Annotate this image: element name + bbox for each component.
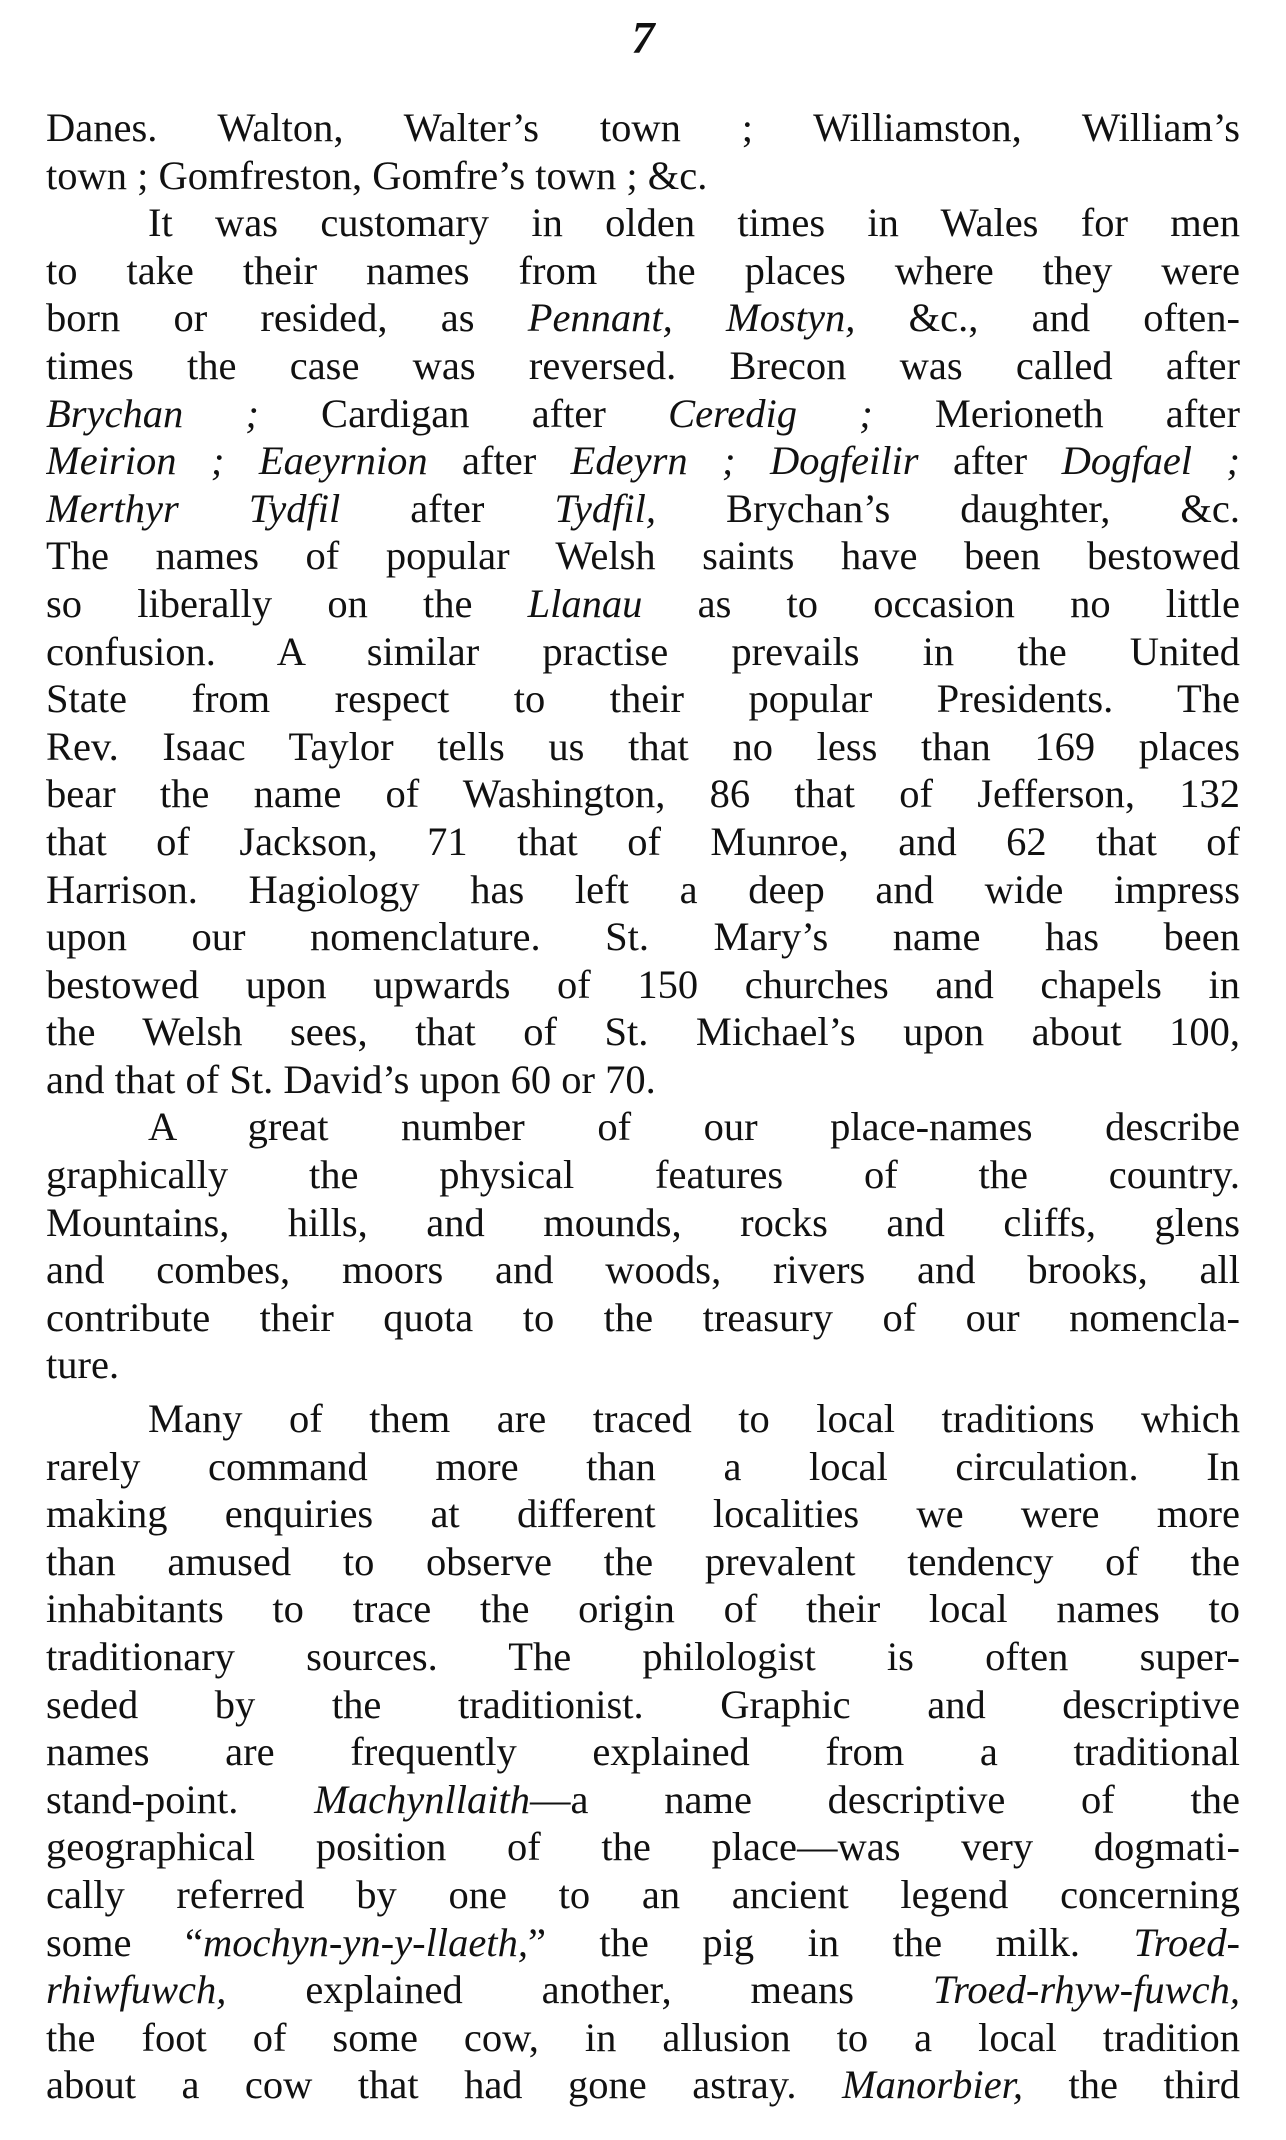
text-segment: stand-point.: [46, 1776, 315, 1822]
text-segment: that of Jackson, 71 that of Munroe, and 62 that of: [46, 818, 1240, 864]
italic-text: Dogfael ;: [1061, 438, 1240, 484]
text-line: [46, 485, 1240, 533]
text-line: [46, 1151, 1240, 1199]
text-segment: about a cow that had gone astray.: [46, 2062, 842, 2108]
italic-text: Llanau: [527, 580, 643, 626]
text-line: [46, 294, 1240, 342]
italic-text: Machynllaith: [314, 1776, 531, 1822]
italic-text: Edeyrn ; Dogfeilir: [570, 438, 919, 484]
text-line: [46, 199, 1240, 247]
text-segment: Merioneth after: [872, 390, 1240, 436]
text-line: [46, 723, 1240, 771]
text-segment: Danes. Walton, Walter’s town ; Williamston, William’s: [46, 105, 1240, 150]
italic-text: rhiwfuwch,: [46, 1967, 227, 2013]
text-line: [46, 866, 1240, 914]
text-segment: A great number of our place-names describe: [148, 1104, 1240, 1150]
italic-text: mochyn-yn-y-llaeth,: [202, 1919, 528, 1965]
text-line: [46, 104, 1240, 152]
text-line: [46, 1341, 1240, 1389]
text-segment: seded by the traditionist. Graphic and descriptive: [46, 1681, 1240, 1727]
text-segment: the Welsh sees, that of St. Michael’s upon about 100,: [46, 1009, 1240, 1055]
text-line: [46, 2014, 1240, 2062]
text-segment: inhabitants to trace the origin of their local names to: [46, 1586, 1240, 1632]
page-number: 7: [631, 12, 655, 63]
text-line: [46, 1443, 1240, 1491]
text-segment: &c., and often-: [855, 295, 1240, 341]
text-segment: after: [340, 485, 555, 531]
text-line: [46, 1823, 1240, 1871]
text-segment: geographical position of the place—was very dogmati-: [46, 1824, 1240, 1870]
text-segment: and that of St. David’s upon 60 or 70.: [46, 1056, 656, 1102]
text-segment: the foot of some cow, in allusion to a local tradition: [46, 2014, 1240, 2060]
text-line: [46, 1008, 1240, 1056]
text-segment: to take their names from the places where they were: [46, 247, 1240, 293]
text-line: [46, 2061, 1240, 2109]
italic-text: Ceredig ;: [668, 390, 873, 436]
text-line: [46, 961, 1240, 1009]
text-segment: The names of popular Welsh saints have been bestowed: [46, 533, 1240, 579]
text-line: [46, 1538, 1240, 1586]
text-line: [46, 1728, 1240, 1776]
body-text: [46, 104, 1240, 2109]
text-segment: cally referred by one to an ancient legend concerning: [46, 1871, 1240, 1917]
text-line: [46, 437, 1240, 485]
italic-text: Tydfil,: [554, 485, 657, 531]
text-segment: names are frequently explained from a traditional: [46, 1729, 1240, 1775]
text-segment: Many of them are traced to local traditions which: [148, 1396, 1240, 1442]
text-segment: Rev. Isaac Taylor tells us that no less than 169 places: [46, 723, 1240, 769]
text-segment: some “: [46, 1919, 203, 1965]
text-segment: graphically the physical features of the country.: [46, 1152, 1240, 1198]
text-segment: Mountains, hills, and mounds, rocks and cliffs, glens: [46, 1199, 1240, 1245]
text-segment: as to occasion no little: [642, 580, 1240, 626]
text-line: [46, 1919, 1240, 1967]
text-line: [46, 390, 1240, 438]
text-segment: confusion. A similar practise prevails in the United: [46, 628, 1240, 674]
italic-text: Manorbier,: [841, 2062, 1024, 2108]
text-line: [46, 1776, 1240, 1824]
text-segment: Cardigan after: [258, 390, 669, 436]
text-segment: contribute their quota to the treasury of our nomencla-: [46, 1294, 1240, 1340]
text-line: [46, 1585, 1240, 1633]
text-line: [46, 152, 1240, 200]
text-line: [46, 913, 1240, 961]
text-line: [46, 628, 1240, 676]
italic-text: Pennant, Mostyn,: [527, 295, 856, 341]
text-segment: than amused to observe the prevalent tendency of the: [46, 1538, 1240, 1584]
text-line: [46, 1966, 1240, 2014]
text-segment: rarely command more than a local circulation. In: [46, 1443, 1240, 1489]
text-line: [46, 1681, 1240, 1729]
text-line: [46, 675, 1240, 723]
text-line: [46, 1294, 1240, 1342]
text-segment: —a name descriptive of the: [530, 1776, 1240, 1822]
text-segment: It was customary in olden times in Wales for men: [148, 200, 1240, 246]
text-segment: bestowed upon upwards of 150 churches and chapels in: [46, 961, 1240, 1007]
text-segment: upon our nomenclature. St. Mary’s name has been: [46, 914, 1240, 960]
text-segment: making enquiries at different localities we were more: [46, 1491, 1240, 1537]
text-line: [46, 247, 1240, 295]
text-segment: after: [427, 438, 571, 484]
text-line: [46, 770, 1240, 818]
text-segment: the third: [1023, 2062, 1240, 2108]
text-line: [46, 1056, 1240, 1104]
text-segment: times the case was reversed. Brecon was called after: [46, 342, 1240, 388]
italic-text: Troed-: [1133, 1919, 1240, 1965]
text-segment: born or resided, as: [46, 295, 528, 341]
text-segment: ture.: [46, 1342, 120, 1388]
text-segment: town ; Gomfreston, Gomfre’s town ; &c.: [46, 152, 708, 198]
text-line: [46, 1395, 1240, 1443]
text-line: [46, 342, 1240, 390]
text-line: [46, 1871, 1240, 1919]
italic-text: Merthyr Tydfil: [46, 485, 341, 531]
text-segment: ” the pig in the milk.: [527, 1919, 1134, 1965]
text-segment: explained another, means: [226, 1967, 933, 2013]
italic-text: Brychan ;: [46, 390, 259, 436]
text-segment: State from respect to their popular Presidents. The: [46, 676, 1240, 722]
text-line: [46, 1199, 1240, 1247]
text-line: [46, 1633, 1240, 1681]
text-line: [46, 1490, 1240, 1538]
italic-text: Troed-rhyw-fuwch,: [932, 1967, 1240, 2013]
italic-text: Meirion ; Eaeyrnion: [46, 438, 428, 484]
text-segment: bear the name of Washington, 86 that of Jefferson, 132: [46, 771, 1240, 817]
text-line: [46, 532, 1240, 580]
text-segment: Brychan’s daughter, &c.: [656, 485, 1240, 531]
text-segment: after: [918, 438, 1062, 484]
text-segment: Harrison. Hagiology has left a deep and wide impress: [46, 866, 1240, 912]
text-line: [46, 1246, 1240, 1294]
text-segment: traditionary sources. The philologist is often super-: [46, 1634, 1240, 1679]
text-segment: and combes, moors and woods, rivers and brooks, all: [46, 1247, 1240, 1293]
text-line: [46, 818, 1240, 866]
text-segment: so liberally on the: [46, 580, 528, 626]
text-line: [46, 580, 1240, 628]
text-line: [46, 1103, 1240, 1151]
